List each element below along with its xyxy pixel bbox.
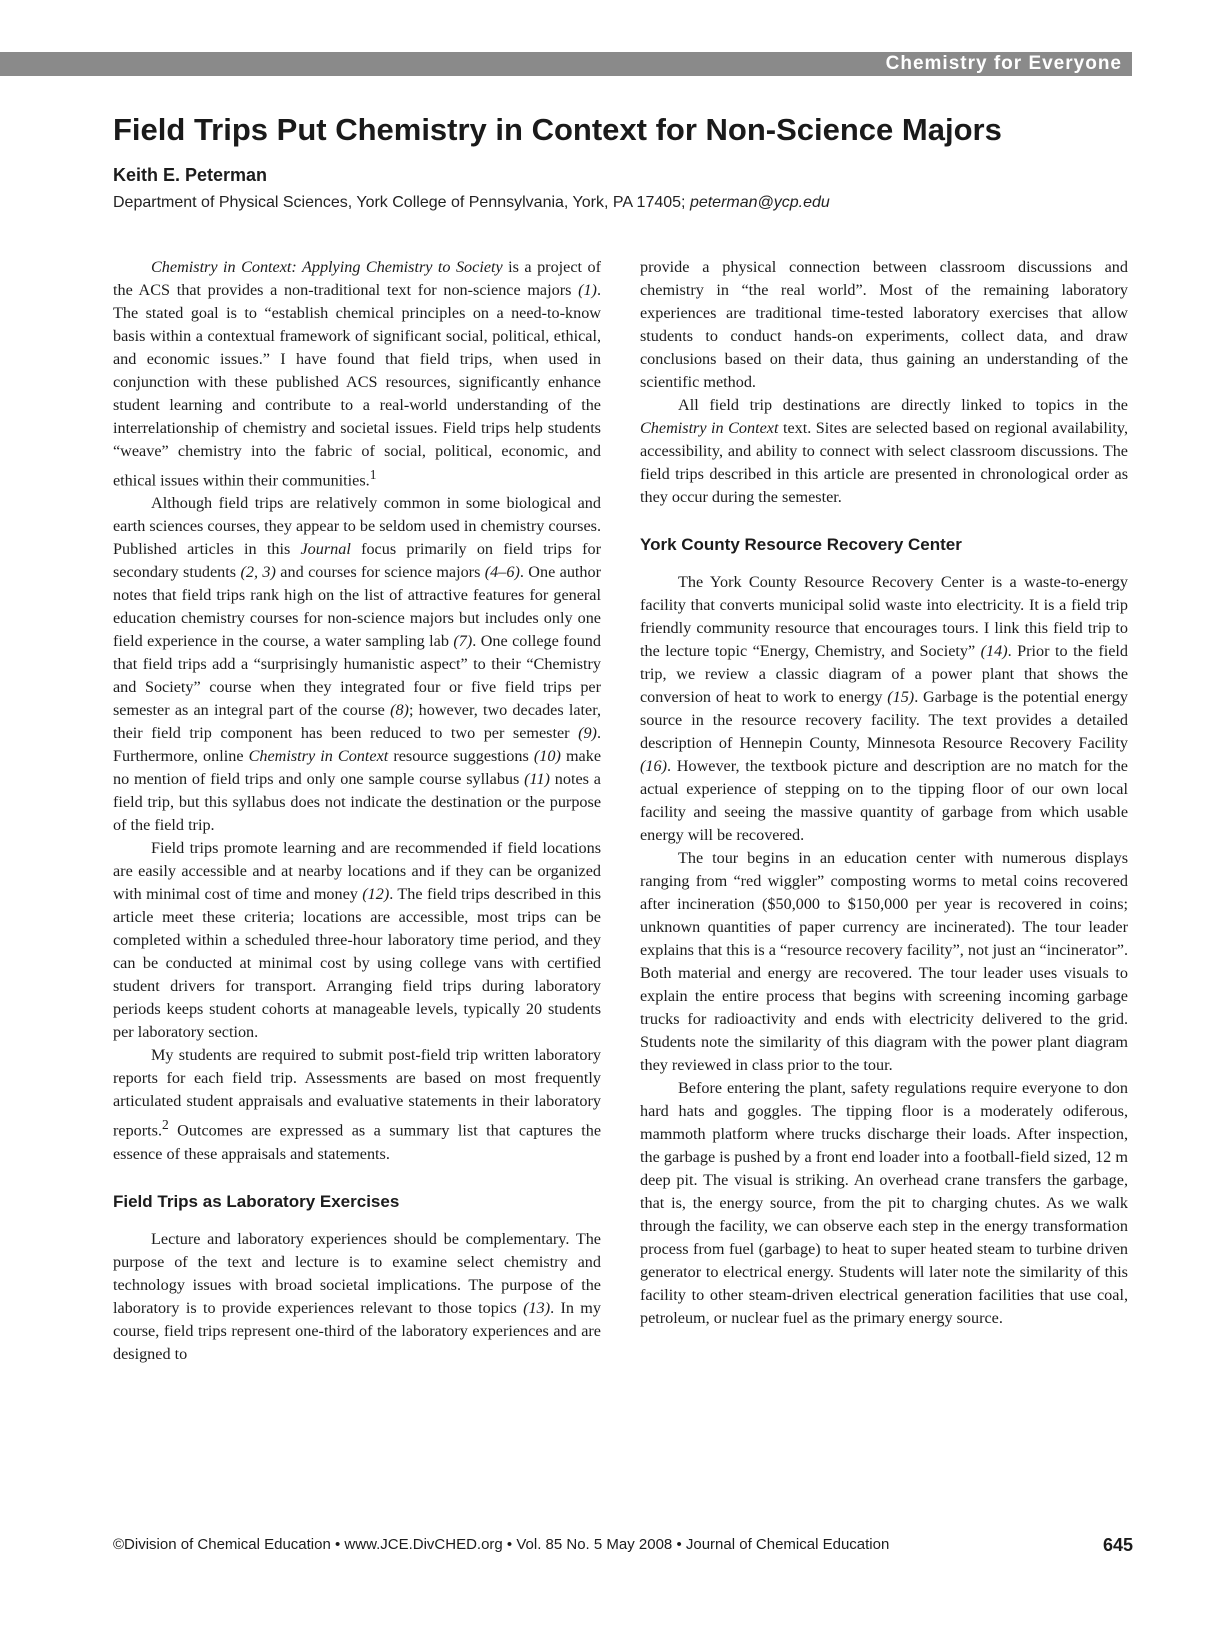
paragraph: My students are required to submit post-field trip written laboratory reports for each field trip. Assessments are based on most frequently articulated student appraisals and evaluative statements in their laboratory reports.$^2$ Outcomes are expressed as a summary list that captures the essence of these appraisals and statements. (113, 1046, 601, 1163)
section-heading: York County Resource Recovery Center (640, 535, 962, 554)
paragraph: Chemistry in Context: Applying Chemistry to Society is a project of the ACS that provides a non-traditional text for non-science majors (1). The stated goal is to “establish chemical principles on a need-to-know basis within a contextual framework of significant social, political, ethical, and economic issues.” I have found that field trips, when used in conjunction with these published ACS resources, significantly enhance student learning and contribute to a real-world understanding of the interrelationship of chemistry and societal issues. Field trips help students “weave” chemistry into the fabric of social, political, economic, and ethical issues within their communities.$^1$ (113, 258, 601, 490)
page-number: 645 (1102, 1535, 1133, 1555)
paragraph: The York County Resource Recovery Center is a waste-to-energy facility that converts municipal solid waste into electricity. It is a field trip friendly community resource that encourages tours. I link this field trip to the lecture topic “Energy, Chemistry, and Society” (14). Prior to the field trip, we review a classic diagram of a power plant that shows the conversion of heat to work to energy (15). Garbage is the potential energy source in the resource recovery facility. The text provides a detailed description of Hennepin County, Minnesota Resource Recovery Facility (16). However, the textbook picture and description are no match for the actual experience of stepping on to the tipping floor of our own local facility and seeing the massive quantity of garbage from which usable energy will be recovered. (640, 573, 1128, 844)
article-title: Field Trips Put Chemistry in Context for Non-Science Majors (113, 112, 1002, 147)
reference: (11) (524, 770, 550, 789)
reference: (16) (640, 757, 667, 775)
section-heading: Field Trips as Laboratory Exercises (113, 1191, 400, 1211)
paragraph: Although field trips are relatively common in some biological and earth sciences courses, they appear to be seldom used in chemistry courses. Published articles in this Journal focus primarily on field trips for secondary students (2, 3) and courses for science majors (4–6). One author notes that field trips rank high on the list of attractive features for general education chemistry courses for non-science majors but includes only one field experience in the course, a water sampling lab (7). One college found that field trips add a “surprisingly humanistic aspect” to their “Chemistry and Society” course when they integrated four or five field trips per semester as an integral part of the course (8); however, two decades later, their field trip component has been reduced to two per semester (9). Furthermore, online Chemistry in Context resource suggestions (10) make no mention of field trips and only one sample course syllabus (11) notes a field trip, but this syllabus does not indicate the destination or the purpose of the field trip. (113, 494, 602, 835)
reference: (13) (523, 1298, 551, 1317)
footnote-marker: 2 (162, 1117, 169, 1133)
footnote-marker: 1 (369, 467, 377, 482)
book-title: Chemistry in Context (248, 747, 389, 766)
paragraph: provide a physical connection between classroom discussions and chemistry in “the real world”. Most of the remaining laboratory experiences are traditional time-tested laboratory exercises that allow students to conduct hands-on experiments, collect data, and draw conclusions based on their data, thus gaining an understanding of the scientific method. (640, 258, 1128, 391)
footer-citation: ©Division of Chemical Education • www.JCE.DivCHED.org • Vol. 85 No. 5 May 2008 • Journal of Chemical Education (113, 1536, 890, 1553)
journal-title: Journal (300, 540, 351, 559)
left-column (113, 256, 601, 1366)
page-footer (113, 1532, 1133, 1558)
author-affiliation (113, 192, 830, 214)
author-email: peterman@ycp.edu (689, 194, 830, 211)
section-tag: Chemistry for Everyone (885, 53, 1122, 74)
paragraph: Lecture and laboratory experiences should be complementary. The purpose of the text and lecture is to examine select chemistry and technology issues with broad societal implications. The purpose of the laboratory is to provide experiences relevant to those topics (13). In my course, field trips represent one-third of the laboratory experiences and are designed to (113, 1229, 601, 1363)
reference: (10) (533, 747, 561, 766)
paragraph: Field trips promote learning and are recommended if field locations are easily accessible and at nearby locations and if they can be organized with minimal cost of time and money (12). The field trips described in this article meet these criteria; locations are accessible, most trips can be completed within a scheduled three-hour laboratory time period, and they can be conducted at minimal cost by using college vans with certified student drivers for transport. Arranging field trips during laboratory periods keeps student cohorts at manageable levels, typically 20 students per laboratory section. (113, 839, 601, 1042)
book-title: Chemistry in Context: Applying Chemistry to Society (151, 258, 503, 276)
reference: (2, 3) (240, 563, 276, 582)
reference: (12) (362, 885, 390, 904)
right-column (640, 256, 1128, 1330)
paragraph: Before entering the plant, safety regulations require everyone to don hard hats and goggles. The tipping floor is a moderately odiferous, mammoth platform where trucks discharge their loads. After inspection, the garbage is pushed by a front end loader into a football-field sized, 12 m deep pit. The visual is striking. An overhead crane transfers the garbage, that is, the energy source, from the pit to charging chutes. As we walk through the facility, we can observe each step in the energy transformation process from fuel (garbage) to heat to super heated steam to turbine driven generator to electrical energy. Students will later note the similarity of this facility to other steam-driven electrical generation facilities that use coal, petroleum, or nuclear fuel as the primary energy source. (640, 1079, 1128, 1327)
reference: (9) (578, 724, 597, 743)
reference: (1) (578, 281, 597, 299)
reference: (15) (887, 688, 915, 706)
paragraph: All field trip destinations are directly linked to topics in the Chemistry in Context text. Sites are selected based on regional availability, accessibility, and ability to connect with select classroom discussions. The field trips described in this article are presented in chronological order as they occur during the semester. (640, 396, 1128, 506)
affiliation-text: Department of Physical Sciences, York College of Pennsylvania, York, PA 17405; (113, 194, 690, 211)
paragraph: The tour begins in an education center with numerous displays ranging from “red wiggler” composting worms to metal coins recovered after incineration ($50,000 to $150,000 per year is recovered in coins; unknown quantities of paper currency are incinerated). The tour leader explains that this is a “resource recovery facility”, not just an “incinerator”. Both material and energy are recovered. The tour leader uses visuals to explain the entire process that begins with screening incoming garbage trucks for radioactivity and ends with electricity delivered to the grid. Students note the similarity of this diagram with the power plant diagram they reviewed in class prior to the tour. (640, 849, 1128, 1074)
reference: (4–6) (484, 563, 520, 582)
reference: (7) (453, 632, 473, 651)
section-header-band (0, 52, 1132, 76)
reference: (14) (980, 642, 1008, 660)
book-title: Chemistry in Context (640, 419, 779, 437)
reference: (8) (390, 701, 409, 720)
author-name: Keith E. Peterman (113, 165, 268, 185)
